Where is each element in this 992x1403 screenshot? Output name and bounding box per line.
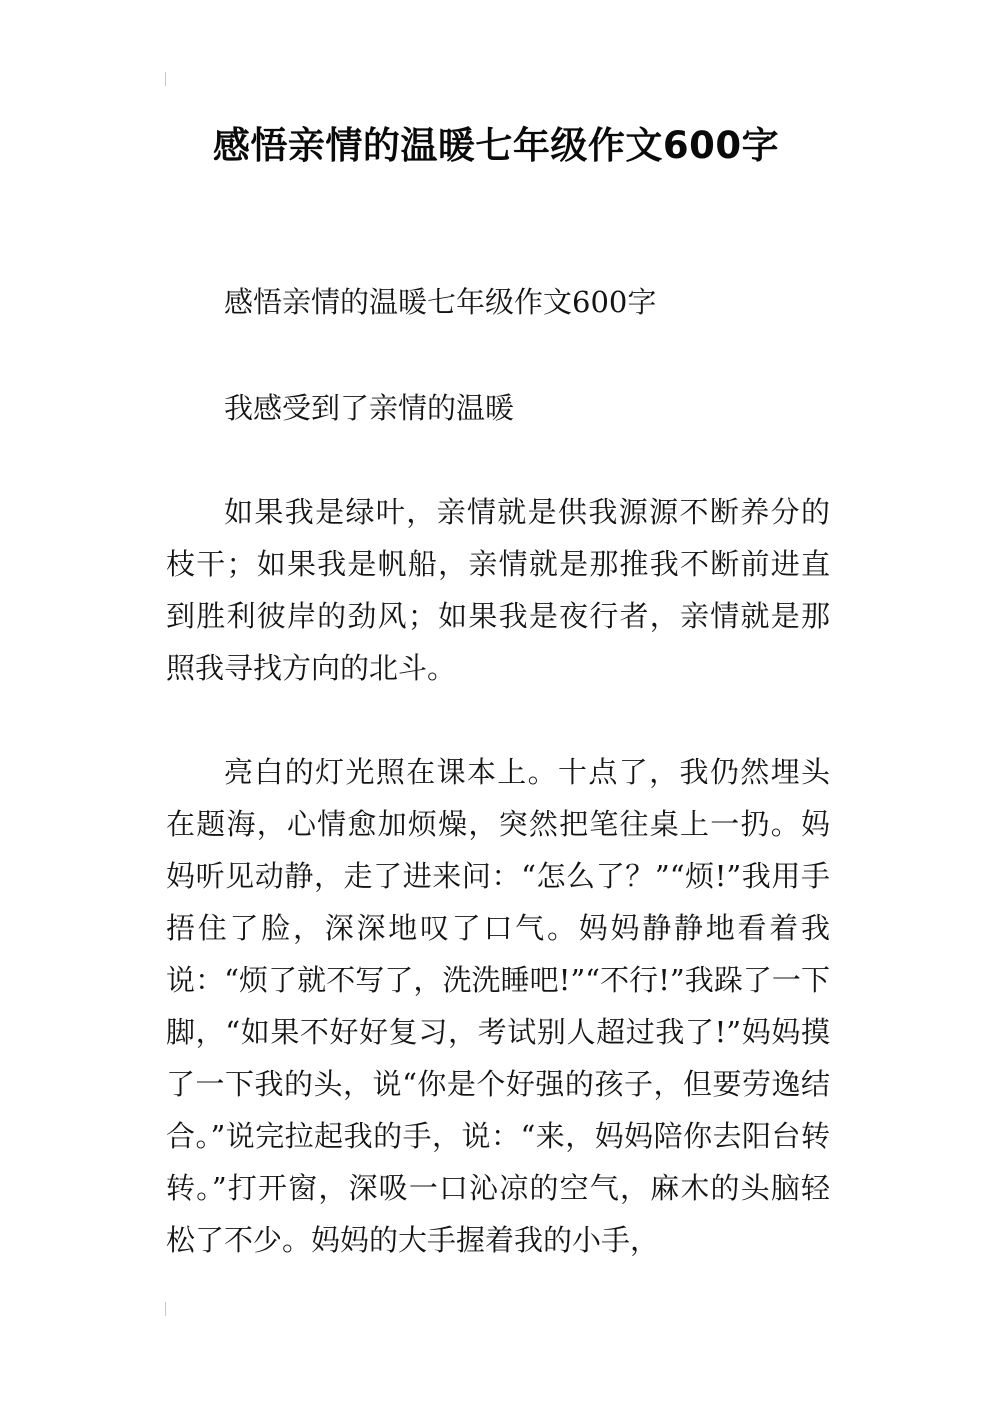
page-corner-mark-top [165, 72, 166, 86]
page-corner-mark-bottom [165, 1302, 166, 1316]
document-title: 感悟亲情的温暖七年级作文600字 [212, 124, 780, 167]
paragraph-subtitle [166, 276, 830, 328]
essay-heading-text: 我感受到了亲情的温暖 [224, 391, 515, 425]
intro-text: 如果我是绿叶，亲情就是供我源源不断养分的枝干；如果我是帆船，亲情就是那推我不断前进直到胜利彼岸的劲风；如果我是夜行者，亲情就是那照我寻找方向的北斗。 [166, 495, 830, 685]
subtitle-text: 感悟亲情的温暖七年级作文600字 [224, 285, 657, 319]
paragraph-story [166, 746, 830, 1266]
paragraph-heading [166, 382, 830, 434]
paragraph-intro [166, 486, 830, 694]
story-text: 亮白的灯光照在课本上。十点了，我仍然埋头在题海，心情愈加烦燥，突然把笔往桌上一扔。妈妈听见动静，走了进来问：“怎么了？”“烦!”我用手捂住了脸，深深地叹了口气。妈妈静静地看着我说：“烦了就不写了，洗洗睡吧!”“不行!”我跺了一下脚，“如果不好好复习，考试别人超过我了!”妈妈摸了一下我的头，说“你是个好强的孩子，但要劳逸结合。”说完拉起我的手，说：“来，妈妈陪你去阳台转转。”打开窗，深吸一口沁凉的空气，麻木的头脑轻松了不少。妈妈的大手握着我的小手， [166, 755, 830, 1257]
